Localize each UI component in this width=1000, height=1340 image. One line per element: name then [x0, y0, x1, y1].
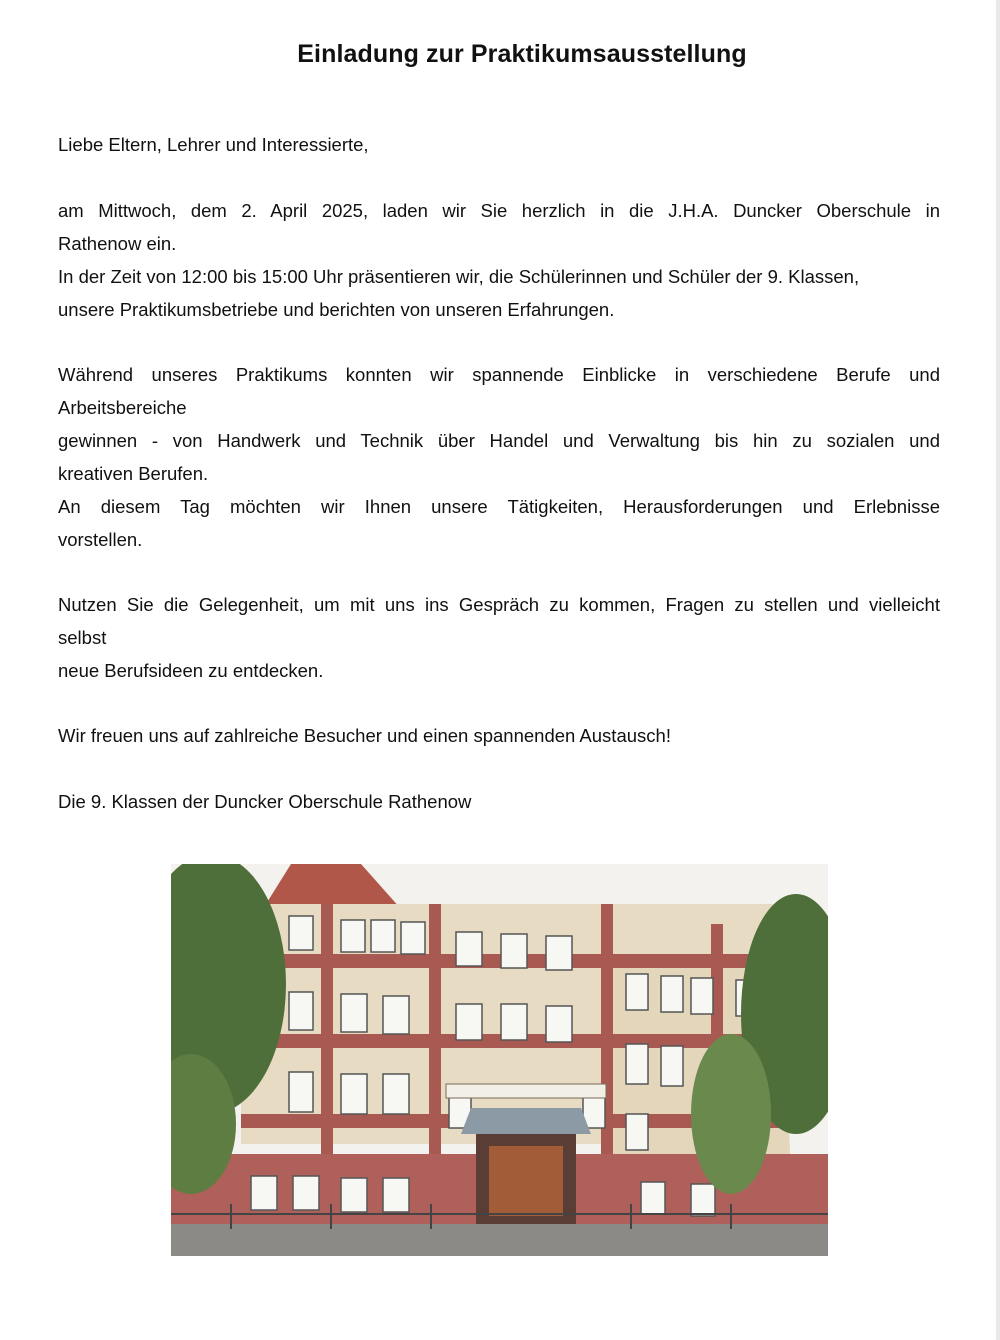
paragraph-line: kreativen Berufen. [58, 463, 209, 484]
paragraph-line: Rathenow ein. [58, 233, 177, 254]
paragraph-line: unsere Praktikumsbetriebe und berichten von unseren Erfahrungen. [58, 299, 615, 320]
photo-school-sign [446, 1084, 606, 1098]
paragraph-line: gewinnen - von Handwerk und Technik über Handel und Verwaltung bis hin zu sozialen und [58, 430, 940, 451]
school-building-photo [171, 864, 828, 1256]
paragraph-line: selbst [58, 627, 107, 648]
paragraph-opportunity [58, 588, 940, 687]
paragraph-line: Arbeitsbereiche [58, 397, 187, 418]
paragraph-internship [58, 358, 940, 556]
paragraph-line: vorstellen. [58, 529, 143, 550]
paragraph-line: An diesem Tag möchten wir Ihnen unsere Tätigkeiten, Herausforderungen und Erlebnisse [58, 496, 940, 517]
paragraph-line: In der Zeit von 12:00 bis 15:00 Uhr präsentieren wir, die Schülerinnen und Schüler der 9. Klassen, [58, 266, 860, 287]
photo-pilaster [601, 904, 613, 1174]
paragraph-invitation [58, 194, 940, 326]
photo-pilaster [429, 904, 441, 1174]
photo-entrance-canopy [461, 1108, 591, 1134]
paragraph-line: Nutzen Sie die Gelegenheit, um mit uns ins Gespräch zu kommen, Fragen zu stellen und vielleicht [58, 594, 940, 615]
closing-line: Wir freuen uns auf zahlreiche Besucher und einen spannenden Austausch! [58, 725, 671, 746]
photo-pilaster [321, 904, 333, 1174]
paragraph-line: neue Berufsideen zu entdecken. [58, 660, 324, 681]
paragraph-line: am Mittwoch, dem 2. April 2025, laden wir Sie herzlich in die J.H.A. Duncker Oberschule in [58, 200, 940, 221]
document-title: Einladung zur Praktikumsausstellung [297, 40, 747, 68]
greeting: Liebe Eltern, Lehrer und Interessierte, [58, 134, 369, 155]
photo-pavement [171, 1224, 828, 1256]
page-edge [996, 0, 1000, 1340]
photo-tree-right [691, 1034, 771, 1194]
signature: Die 9. Klassen der Duncker Oberschule Rathenow [58, 791, 472, 812]
paragraph-line: Während unseres Praktikums konnten wir spannende Einblicke in verschiedene Berufe und [58, 364, 940, 385]
photo-entrance-glass [489, 1146, 563, 1216]
